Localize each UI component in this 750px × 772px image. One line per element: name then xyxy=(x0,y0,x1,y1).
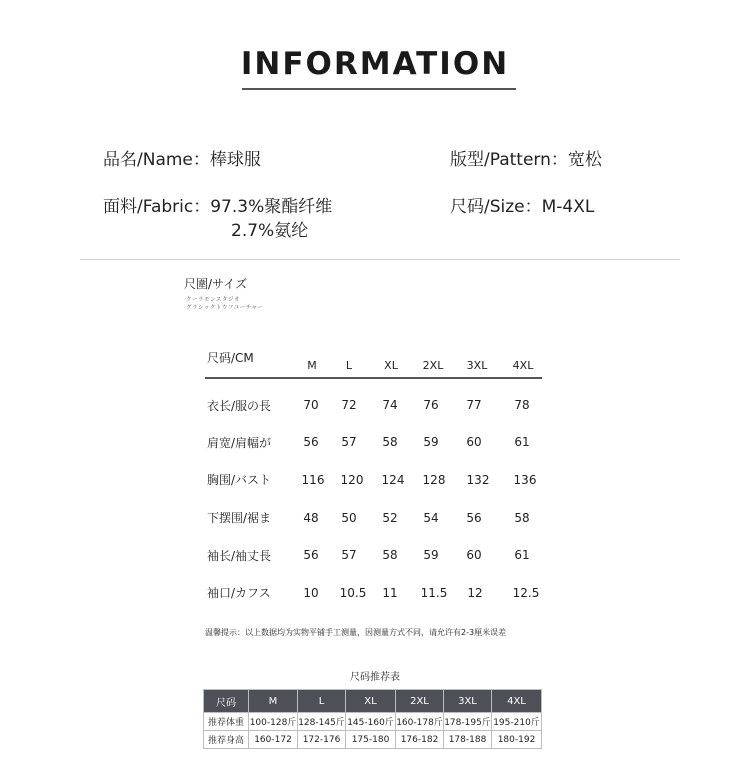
info-pattern: 版型/Pattern：宽松 xyxy=(450,150,602,170)
size-cell: 124 xyxy=(381,473,405,487)
size-cell: 74 xyxy=(382,398,398,412)
info-name: 品名/Name：棒球服 xyxy=(103,150,261,170)
size-cell: 56 xyxy=(303,548,319,562)
size-cell: 11 xyxy=(382,586,398,600)
recommend-cell: 128-145斤 xyxy=(298,713,346,731)
recommend-cell: 180-192 xyxy=(492,731,542,749)
recommend-cell: 176-182 xyxy=(396,731,444,749)
recommend-cell: 172-176 xyxy=(298,731,346,749)
title-underline xyxy=(242,88,516,90)
size-column-header: M xyxy=(307,359,317,372)
size-column-header: 3XL xyxy=(466,359,488,372)
recommend-cell: 100-128斤 xyxy=(249,713,298,731)
size-cell: 60 xyxy=(466,435,482,449)
size-cell: 61 xyxy=(514,435,530,449)
size-column-header: 4XL xyxy=(512,359,534,372)
recommend-header-cell: 2XL xyxy=(396,690,444,713)
size-cell: 57 xyxy=(341,435,357,449)
size-cell: 70 xyxy=(303,398,319,412)
recommend-height-row xyxy=(204,731,542,749)
measurement-note: 温馨提示：以上数据均为实物平铺手工测量，因测量方式不同，请允许有2-3厘米误差 xyxy=(205,628,507,637)
recommend-title: 尺码推荐表 xyxy=(350,672,400,683)
size-cell: 128 xyxy=(422,473,446,487)
size-cell: 57 xyxy=(341,548,357,562)
page-title: INFORMATION xyxy=(240,46,510,82)
size-cell: 54 xyxy=(423,511,439,525)
size-column-header: 2XL xyxy=(422,359,444,372)
size-cell: 52 xyxy=(382,511,398,525)
recommend-cell: 178-188 xyxy=(444,731,492,749)
size-cell: 12.5 xyxy=(512,586,540,600)
info-size: 尺码/Size：M-4XL xyxy=(450,197,595,217)
recommend-header-cell: 尺码 xyxy=(204,690,249,713)
background-watermark xyxy=(225,8,565,48)
recommend-header-cell: 4XL xyxy=(492,690,542,713)
size-cell: 48 xyxy=(303,511,319,525)
size-cell: 56 xyxy=(303,435,319,449)
recommend-table xyxy=(203,689,542,749)
info-fabric-2: 2.7%氨纶 xyxy=(231,221,309,241)
size-row-label: 肩宽/肩幅が xyxy=(207,436,272,450)
size-cell: 76 xyxy=(423,398,439,412)
recommend-header-cell: XL xyxy=(346,690,396,713)
recommend-cell: 175-180 xyxy=(346,731,396,749)
size-row-label: 下摆围/裾ま xyxy=(207,511,272,525)
size-cell: 10.5 xyxy=(339,586,367,600)
section-divider xyxy=(80,259,680,260)
size-column-header: XL xyxy=(384,359,398,372)
info-fabric: 面料/Fabric：97.3%聚酯纤维 xyxy=(103,197,333,217)
recommend-header-cell: L xyxy=(298,690,346,713)
recommend-row-label: 推荐体重 xyxy=(204,713,249,731)
recommend-cell: 145-160斤 xyxy=(346,713,396,731)
size-cell: 59 xyxy=(423,435,439,449)
recommend-header-cell: 3XL xyxy=(444,690,492,713)
recommend-cell: 160-172 xyxy=(249,731,298,749)
size-row-label: 衣长/服の長 xyxy=(207,399,272,413)
size-chart-heading: 尺圍/サイズ xyxy=(184,277,248,291)
recommend-weight-row xyxy=(204,713,542,731)
size-cell: 50 xyxy=(341,511,357,525)
size-row-label: 袖口/カフス xyxy=(207,586,271,600)
size-cell: 77 xyxy=(466,398,482,412)
size-cell: 58 xyxy=(382,548,398,562)
size-column-header: L xyxy=(345,359,353,372)
size-cell: 58 xyxy=(514,511,530,525)
size-cell: 132 xyxy=(466,473,490,487)
size-cell: 136 xyxy=(513,473,537,487)
size-cell: 78 xyxy=(514,398,530,412)
size-row-label: 袖长/袖丈長 xyxy=(207,549,272,563)
recommend-header-cell: M xyxy=(249,690,298,713)
size-chart-subtitle-2: グラシックトウフユーチャー xyxy=(186,305,264,311)
size-cell: 61 xyxy=(514,548,530,562)
size-cell: 72 xyxy=(341,398,357,412)
size-cell: 58 xyxy=(382,435,398,449)
size-chart-subtitle-1: クーラモンスタジオ xyxy=(186,297,240,303)
recommend-cell: 178-195斤 xyxy=(444,713,492,731)
size-cell: 59 xyxy=(423,548,439,562)
size-cell: 11.5 xyxy=(420,586,448,600)
size-table-header-line xyxy=(205,377,542,379)
size-cell: 60 xyxy=(466,548,482,562)
recommend-cell: 160-178斤 xyxy=(396,713,444,731)
size-table-unit: 尺码/CM xyxy=(207,351,254,365)
size-cell: 120 xyxy=(340,473,364,487)
recommend-cell: 195-210斤 xyxy=(492,713,542,731)
size-row-label: 胸围/バスト xyxy=(207,473,272,487)
recommend-row-label: 推荐身高 xyxy=(204,731,249,749)
recommend-header-row xyxy=(204,690,542,713)
size-cell: 56 xyxy=(466,511,482,525)
size-cell: 116 xyxy=(301,473,325,487)
size-cell: 12 xyxy=(467,586,483,600)
size-cell: 10 xyxy=(303,586,319,600)
